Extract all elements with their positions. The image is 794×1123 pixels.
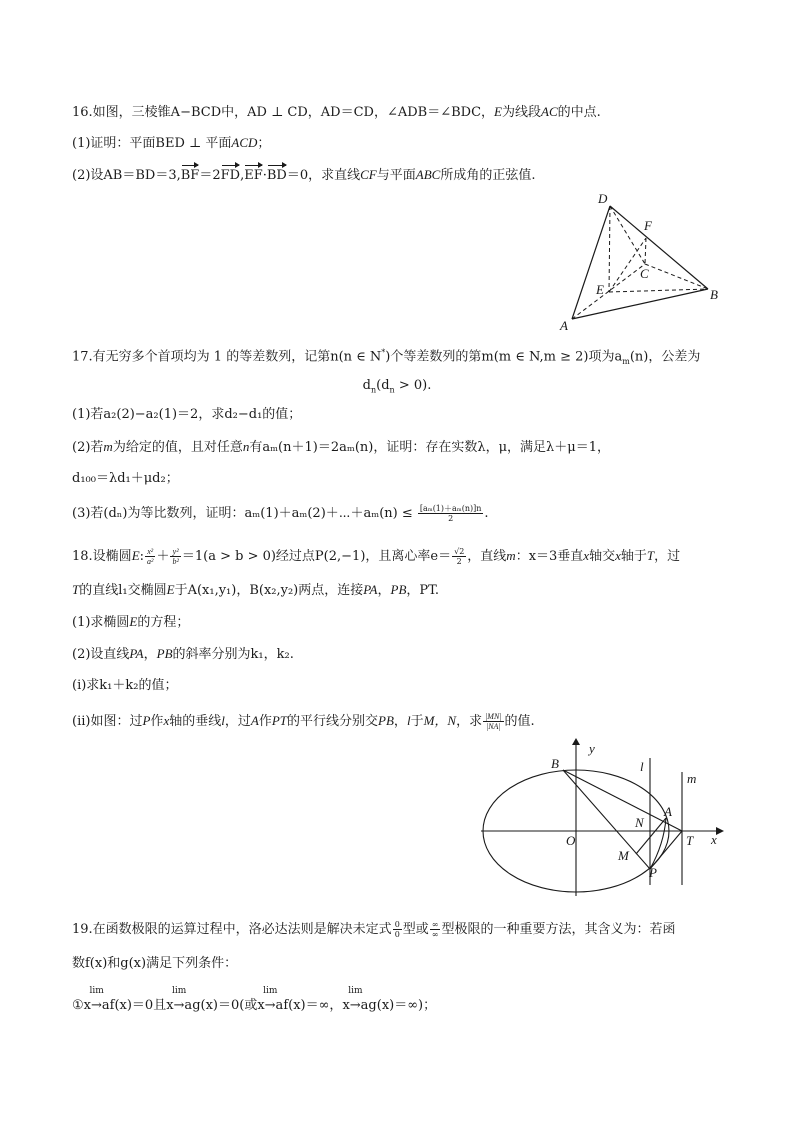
fraction-x2-a2: $\frac{\text{x²}}{\text{a²}}$	[147, 547, 154, 566]
label-m: m	[687, 771, 697, 786]
limit-1: lim x→a	[83, 986, 110, 1013]
label-a: A	[664, 804, 672, 819]
label-b: B	[551, 756, 559, 771]
fraction-y2-b2: $\frac{\text{y²}}{\text{b²}}$	[172, 547, 179, 566]
q18-part1: (1)求椭圆E的方程；	[72, 614, 190, 630]
vector-bd: BD	[267, 166, 287, 186]
q17-part1: (1)若a₂(2)−a₂(1)＝2，求d₂−d₁的值；	[72, 407, 302, 422]
fraction-sum: $\frac{\text{[aₘ(1)＋aₘ(n)]n}}{2}$	[419, 504, 482, 523]
label-x: x	[711, 832, 717, 847]
q17-part2: (2)若m为给定的值，且对任意n有aₘ(n＋1)＝2aₘ(n)，证明：存在实数λ，μ，满足λ＋μ＝1，	[72, 439, 610, 455]
label-t: T	[686, 833, 694, 848]
fraction-0-0: $\frac{0}{0}$	[394, 920, 400, 939]
edge-cb	[645, 264, 708, 289]
q16-stem: 16.如图，三棱锥A−BCD中，AD ⊥ CD，AD＝CD，∠ADB＝∠BDC，E为线段AC的中点.	[72, 104, 601, 120]
label-b: B	[710, 287, 718, 302]
vector-ef: EF	[244, 166, 263, 186]
edge-db	[610, 206, 708, 289]
segment-de	[609, 206, 610, 292]
q19-line2: 数f(x)和g(x)满足下列条件：	[72, 956, 238, 971]
label-n: N	[635, 815, 644, 830]
q17-stem: 17.有无穷多个首项均为 1 的等差数列，记第n(n ∈ N*)个等差数列的第m(m ∈ N,m ≥ 2)项为$a_m(n)$，公差为	[72, 348, 701, 366]
ellipse-figure	[478, 738, 726, 898]
edge-ab	[572, 289, 708, 319]
limit-3: lim x→a	[257, 986, 284, 1013]
label-m-point: M	[618, 848, 629, 863]
q18-part2-ii: (ⅱ)如图：过P作x轴的垂线l，过A作PT的平行线分别交PB，l于M，N，求 $\frac{|MN|}{|NA|}$ 的值.	[72, 712, 535, 731]
limit-2: lim x→a	[166, 986, 193, 1013]
q16-part2: (2)设AB＝BD＝3,BF＝2FD,EF·BD＝0，求直线CF与平面ABC所成角的正弦值.	[72, 165, 535, 186]
q19-stem: 19.在函数极限的运算过程中，洛必达法则是解决未定式 $\frac{0}{0}$ 型或 $\frac{\infty}{\infty}$ 型极限的一种重要方法，其含义为：若函	[72, 920, 676, 939]
q17-part2-line2: d₁₀₀＝λd₁＋μd₂；	[72, 471, 179, 486]
x-axis-arrow	[716, 827, 724, 835]
y-axis-arrow	[572, 738, 580, 745]
vector-fd: FD	[221, 166, 240, 186]
q16-part1: (1)证明：平面BED ⊥ 平面ACD；	[72, 135, 271, 151]
fraction-mn-na: $\frac{|MN|}{|NA|}$	[485, 712, 502, 731]
label-p: P	[649, 865, 657, 880]
q17-part3: (3)若(dₙ)为等比数列，证明：aₘ(1)＋aₘ(2)＋⋯＋aₘ(n) ≤ $\frac{\text{[aₘ(1)＋aₘ(n)]n}}{2}$ .	[72, 504, 489, 523]
edge-da	[572, 206, 610, 319]
limit-4: lim x→a	[342, 986, 369, 1013]
q18-part2: (2)设直线PA，PB的斜率分别为k₁，k₂.	[72, 646, 294, 662]
line-bt	[563, 770, 682, 831]
segment-ef	[609, 238, 646, 292]
q18-part2-i: (ⅰ)求k₁＋k₂的值；	[72, 678, 178, 693]
label-l: l	[640, 759, 644, 774]
q19-condition1: ① lim x→af(x)＝0且 lim x→ag(x)＝0(或 lim x→af(x)＝∞， lim x→ag(x)＝∞)；	[72, 996, 436, 1016]
label-d: D	[598, 191, 608, 206]
q18-stem-line2: T的直线l₁交椭圆E于A(x₁,y₁)，B(x₂,y₂)两点，连接PA，PB，PT.	[72, 582, 440, 598]
line-pt	[650, 831, 682, 869]
q17-center-line: $d_n(d_n > 0)$.	[362, 378, 432, 395]
fraction-eccentricity: $\frac{√2}{2}$	[454, 547, 465, 566]
tetrahedron-figure	[552, 188, 728, 336]
segment-fc	[645, 238, 646, 264]
q18-stem: 18.设椭圆E: $\frac{\text{x²}}{\text{a²}}$ ＋ $\frac{\text{y²}}{\text{b²}}$ ＝1(a > b > 0)经过点P(2,−1)，且离心率e＝ $\frac{√2}{2}$ ，直线m：x＝3垂直x轴交x轴于T，过	[72, 547, 681, 566]
edge-dc	[610, 206, 645, 264]
vector-bf: BF	[181, 166, 200, 186]
arc-pa	[650, 818, 666, 869]
label-e: E	[596, 282, 604, 297]
label-o: O	[566, 833, 576, 848]
label-a: A	[560, 318, 568, 333]
fraction-inf-inf: $\frac{\infty}{\infty}$	[431, 920, 439, 939]
segment-eb	[609, 289, 708, 292]
label-y: y	[589, 741, 595, 756]
label-f: F	[644, 218, 652, 233]
label-c: C	[640, 266, 649, 281]
